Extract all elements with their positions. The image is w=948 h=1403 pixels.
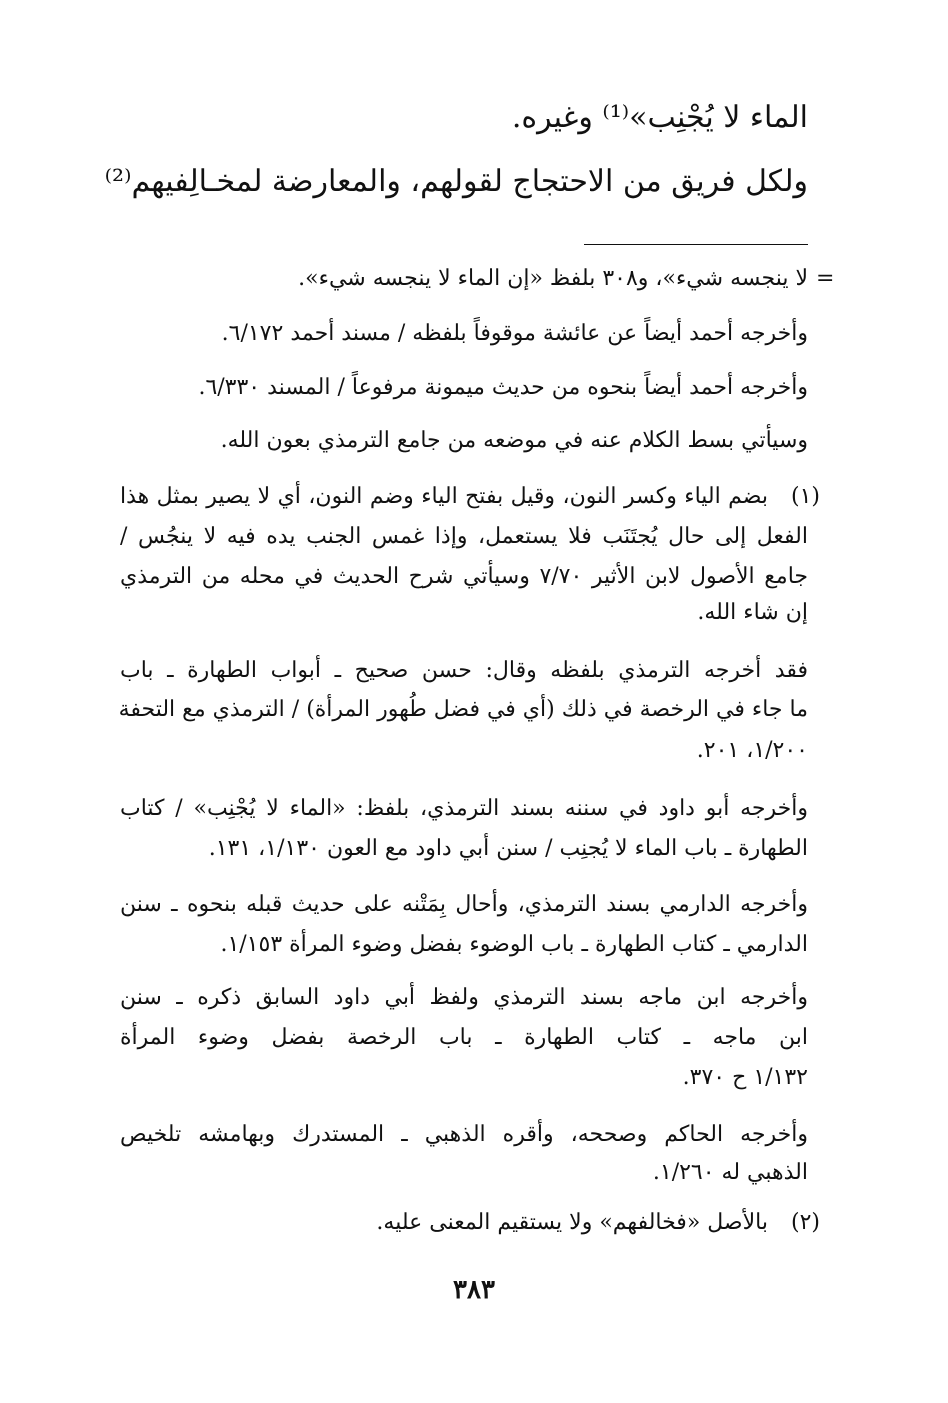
footnote-2-number: (٢)	[790, 1210, 820, 1235]
footnote-1-line: ما جاء في الرخصة في ذلك (أي في فضل طُهور المرأة) / الترمذي مع التحفة	[118, 697, 808, 722]
footnote-1-line: وأخرجه الدارمي بسند الترمذي، وأحال بِمَتْنه على حديث قبله بنحوه ـ سنن	[120, 892, 808, 917]
footnote-1-line: وأخرجه الحاكم وصححه، وأقره الذهبي ـ المستدرك وبهامشه تلخيص	[120, 1122, 808, 1147]
footnote-continuation-line: لا ينجسه شيء»، و٣٠٨ بلفظ «إن الماء لا ينجسه شيء».	[298, 266, 808, 291]
continuation-marker: =	[816, 266, 835, 291]
footnote-2-text: بالأصل «فخالفهم» ولا يستقيم المعنى عليه.	[376, 1210, 768, 1235]
footnote-continuation-line: وأخرجه أحمد أيضاً عن عائشة موقوفاً بلفظه / مسند أحمد ٦/١٧٢.	[221, 321, 808, 346]
footnote-continuation-line: وسيأتي بسط الكلام عنه في موضعه من جامع الترمذي بعون الله.	[220, 428, 808, 453]
footnote-1-line: الدارمي ـ كتاب الطهارة ـ باب الوضوء بفضل وضوء المرأة ١/١٥٣.	[220, 932, 808, 957]
footnote-1-line: ابن ماجه ـ كتاب الطهارة ـ باب الرخصة بفضل وضوء المرأة	[120, 1025, 808, 1050]
footnote-1-line: وأخرجه ابن ماجه بسند الترمذي ولفظ أبي داود السابق ذكره ـ سنن	[120, 985, 808, 1010]
footnote-1-line: وأخرجه أبو داود في سننه بسند الترمذي، بلفظ: «الماء لا يُجْنِب» / كتاب	[120, 796, 808, 821]
footnote-1-line: الذهبي له ١/٢٦٠.	[652, 1160, 808, 1185]
footnote-continuation-line: وأخرجه أحمد أيضاً بنحوه من حديث ميمونة مرفوعاً / المسند ٦/٣٣٠.	[198, 375, 808, 400]
footnote-1-line: فقد أخرجه الترمذي بلفظه وقال: حسن صحيح ـ أبواب الطهارة ـ باب	[120, 658, 808, 683]
footnote-1-line: الفعل إلى حال يُجتَنَب فلا يستعمل، وإذا غمس الجنب يده فيه لا ينجُس /	[120, 524, 808, 549]
footnote-1-line: ١/٢٠٠، ٢٠١.	[696, 738, 808, 763]
footnote-separator	[584, 244, 808, 245]
main-text-line-1: الماء لا يُجْنِب»⁽¹⁾ وغيره.	[511, 100, 808, 135]
footnote-1-number: (١)	[790, 484, 820, 509]
footnote-1-line: الطهارة ـ باب الماء لا يُجنِب / سنن أبي داود مع العون ١/١٣٠، ١٣١.	[208, 836, 808, 861]
footnote-1-line: جامع الأصول لابن الأثير ٧/٧٠ وسيأتي شرح الحديث في محله من الترمذي	[120, 564, 809, 589]
footnote-1-line: إن شاء الله.	[697, 600, 808, 625]
page-number: ٣٨٣	[453, 1275, 495, 1305]
footnote-1-line: ١/١٣٢ ح ٣٧٠.	[682, 1065, 808, 1090]
footnote-1-line: بضم الياء وكسر النون، وقيل بفتح الياء وضم النون، أي لا يصير بمثل هذا	[120, 484, 768, 509]
main-text-line-2: ولكل فريق من الاحتجاج لقولهم، والمعارضة لمخـالِفيهم⁽²⁾	[104, 164, 808, 199]
